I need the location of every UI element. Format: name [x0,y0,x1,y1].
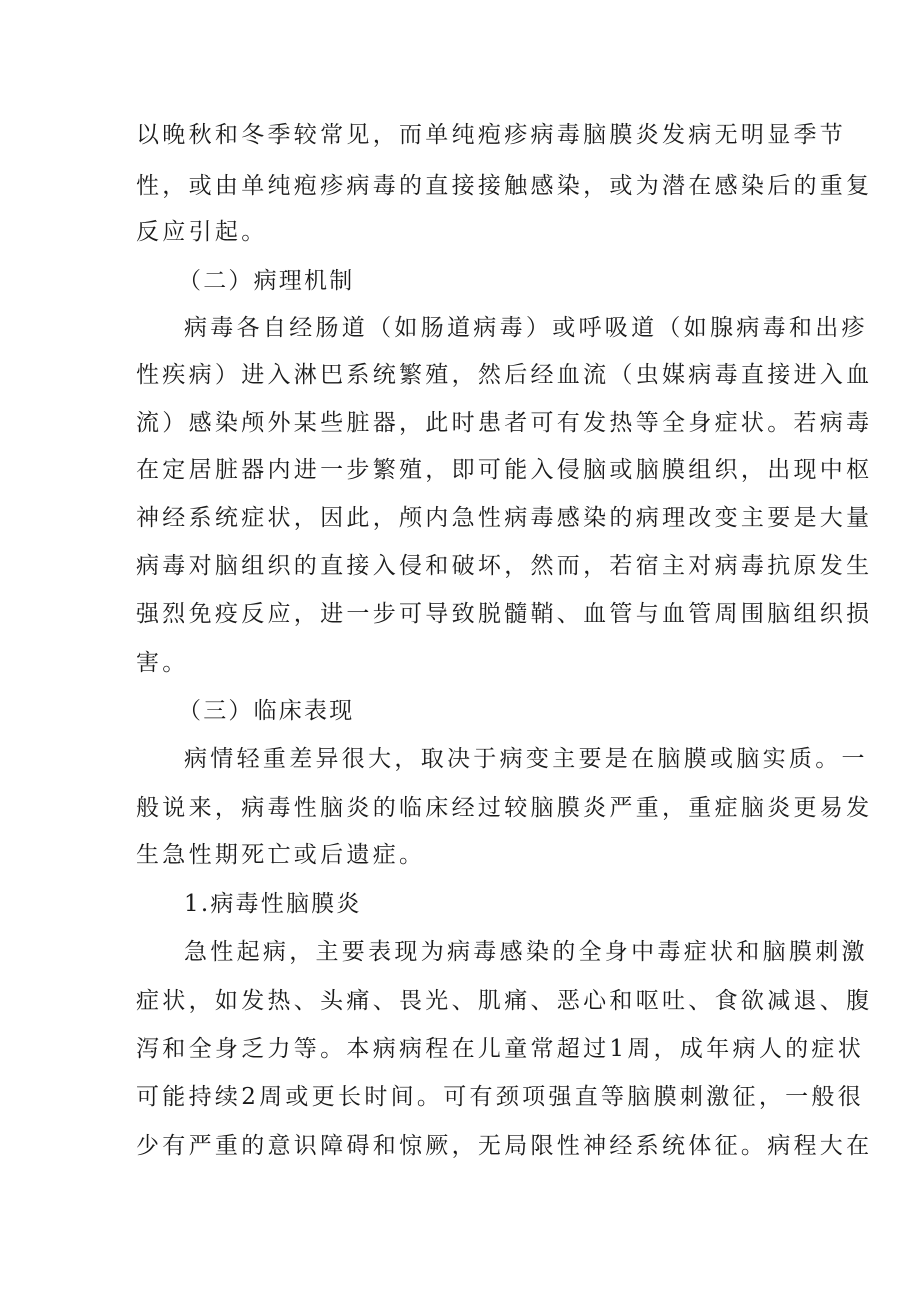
text-line-8: 在定居脏器内进一步繁殖，即可能入侵脑或脑膜组织，出现中枢 [136,457,873,483]
text-line-20: 泻和全身乏力等。本病病程在儿童常超过1周，成年病人的症状 [136,1036,865,1062]
text-line-5: 病毒各自经肠道（如肠道病毒）或呼吸道（如腺病毒和出疹 [184,315,868,341]
text-line-14: 病情轻重差异很大，取决于病变主要是在脑膜或脑实质。一 [184,746,868,772]
text-line-16: 生急性期死亡或后遗症。 [136,842,426,868]
text-line-6: 性疾病）进入淋巴系统繁殖，然后经血流（虫媒病毒直接进入血 [136,362,873,388]
text-line-1: 以晚秋和冬季较常见，而单纯疱疹病毒脑膜炎发病无明显季节 [136,122,847,148]
text-line-15: 般说来，病毒性脑炎的临床经过较脑膜炎严重，重症脑炎更易发 [136,795,873,821]
text-line-9: 神经系统症状，因此，颅内急性病毒感染的病理改变主要是大量 [136,505,873,531]
text-line-3: 反应引起。 [136,219,268,245]
text-line-18: 急性起病，主要表现为病毒感染的全身中毒症状和脑膜刺激 [184,939,868,965]
section-heading-pathology: （二）病理机制 [178,268,355,294]
subsection-heading-meningitis: 1.病毒性脑膜炎 [184,891,362,917]
section-heading-clinical: （三）临床表现 [178,698,355,724]
text-line-19: 症状，如发热、头痛、畏光、肌痛、恶心和呕吐、食欲减退、腹 [136,988,873,1014]
text-line-11: 强烈免疫反应，进一步可导致脱髓鞘、血管与血管周围脑组织损 [136,601,873,627]
text-line-7: 流）感染颅外某些脏器，此时患者可有发热等全身症状。若病毒 [136,410,873,436]
text-line-2: 性，或由单纯疱疹病毒的直接接触感染，或为潜在感染后的重复 [136,173,873,199]
text-line-10: 病毒对脑组织的直接入侵和破坏，然而，若宿主对病毒抗原发生 [136,553,873,579]
text-line-12: 害。 [136,650,189,676]
text-line-21: 可能持续2周或更长时间。可有颈项强直等脑膜刺激征，一般很 [136,1084,865,1110]
text-line-22: 少有严重的意识障碍和惊厥，无局限性神经系统体征。病程大在 [136,1133,873,1159]
